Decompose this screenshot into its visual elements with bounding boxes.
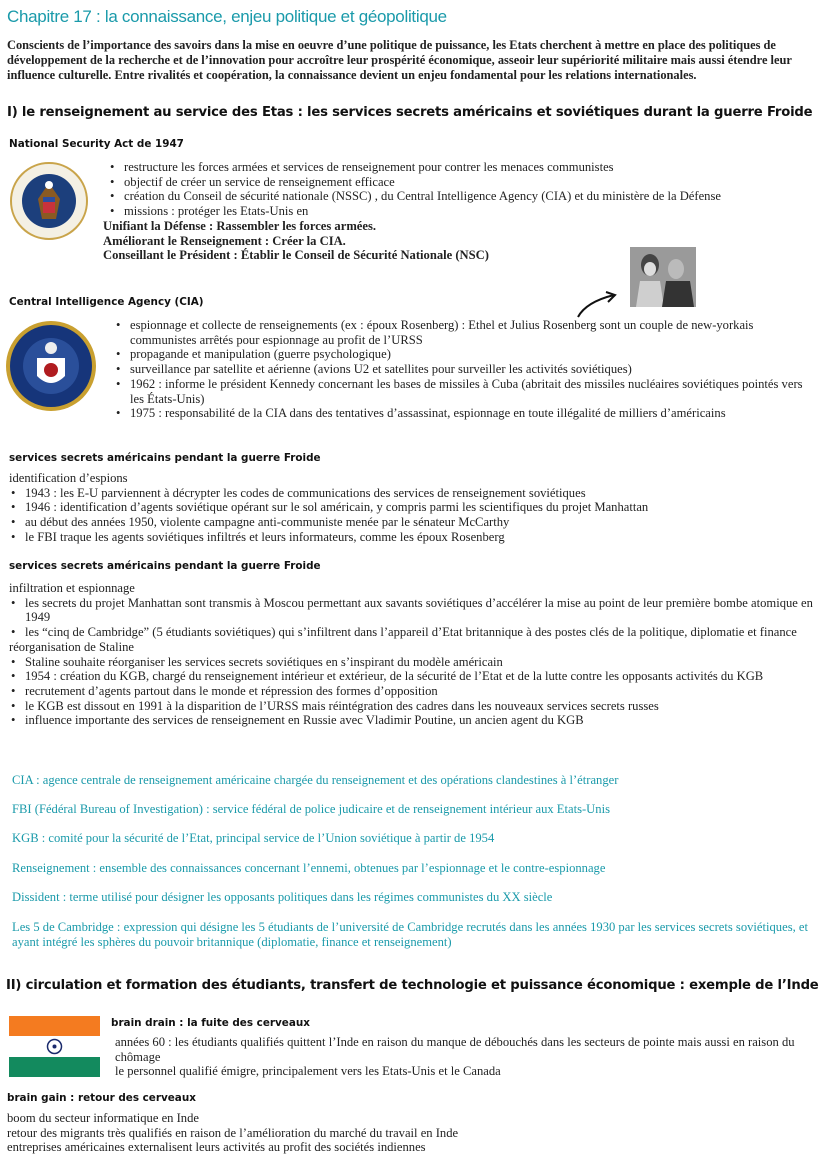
section-2-heading: II) circulation et formation des étudiants, transfert de technologie et puissance économique : exemple de l’Inde bbox=[6, 978, 819, 993]
subheading: réorganisation de Staline bbox=[9, 639, 134, 654]
list-item: • les “cinq de Cambridge” (5 étudiants soviétiques) qui s’infiltrent dans l’appareil d’Etat britannique à des postes clés de la politique, diplomatie et finance bbox=[9, 625, 819, 640]
cia-seal-logo bbox=[4, 320, 98, 412]
text-line: entreprises américaines externalisent leurs activités au profit des sociétés indiennes bbox=[7, 1140, 426, 1155]
list-item: • 1943 : les E-U parviennent à décrypter les codes de communications des services de renseignement soviétiques bbox=[9, 486, 819, 501]
text-line: années 60 : les étudiants qualifiés quittent l’Inde en raison du manque de débouchés dans les secteurs de pointe mais aussi en raison du chômage bbox=[115, 1035, 795, 1064]
list-item: • espionnage et collecte de renseignements (ex : époux Rosenberg) : Ethel et Julius Rosenberg sont un couple de new-yorkais communistes arrêtés pour espionnage au profit de l’URSS bbox=[114, 318, 814, 347]
list-item: • recrutement d’agents partout dans le monde et répression des formes d’opposition bbox=[9, 684, 819, 699]
nsa-heading: National Security Act de 1947 bbox=[9, 138, 184, 150]
soviet-services-block bbox=[9, 581, 819, 728]
cia-bullets bbox=[114, 318, 814, 421]
subheading: identification d’espions bbox=[9, 471, 128, 485]
brain-drain-heading: brain drain : la fuite des cerveaux bbox=[111, 1017, 310, 1029]
list-item: • influence importante des services de renseignement en Russie avec Vladimir Poutine, un ancien agent du KGB bbox=[9, 713, 819, 728]
brain-gain-block bbox=[7, 1111, 817, 1155]
list-item: • surveillance par satellite et aérienne (avions U2 et satellites pour surveiller les activités soviétiques) bbox=[114, 362, 814, 377]
definition-dissident: Dissident : terme utilisé pour désigner les opposants politiques dans les régimes communistes du XX siècle bbox=[12, 890, 553, 904]
brain-drain-block bbox=[115, 1035, 820, 1079]
list-item: • propagande et manipulation (guerre psychologique) bbox=[114, 347, 814, 362]
soviet-services-heading: services secrets américains pendant la guerre Froide bbox=[9, 560, 321, 572]
list-item: • Staline souhaite réorganiser les services secrets soviétiques en s’inspirant du modèle américain bbox=[9, 655, 819, 670]
brain-gain-heading: brain gain : retour des cerveaux bbox=[7, 1092, 196, 1104]
india-flag bbox=[9, 1016, 100, 1077]
definition-kgb: KGB : comité pour la sécurité de l’Etat, principal service de l’Union soviétique à partir de 1954 bbox=[12, 831, 495, 845]
list-item: • restructure les forces armées et services de renseignement pour contrer les menaces communistes bbox=[108, 160, 808, 175]
cia-heading: Central Intelligence Agency (CIA) bbox=[9, 296, 204, 308]
us-services-block bbox=[9, 471, 819, 545]
list-item: • création du Conseil de sécurité nationale (NSSC) , du Central Intelligence Agency (CIA) et du ministère de la Défense bbox=[108, 189, 808, 204]
nsa-seal-logo bbox=[10, 161, 88, 241]
list-item: • 1946 : identification d’agents soviétique opérant sur le sol américain, y compris parmi les scientifiques du projet Manhattan bbox=[9, 500, 819, 515]
mission-line: Unifiant la Défense : Rassembler les forces armées. bbox=[103, 219, 377, 233]
us-services-heading: services secrets américains pendant la guerre Froide bbox=[9, 452, 321, 464]
rosenberg-photo bbox=[630, 247, 696, 307]
list-item: • missions : protéger les Etats-Unis en bbox=[108, 204, 808, 219]
list-item: • au début des années 1950, violente campagne anti-communiste menée par le sénateur McCarthy bbox=[9, 515, 819, 530]
definition-cambridge: Les 5 de Cambridge : expression qui désigne les 5 étudiants de l’université de Cambridge recrutés dans les années 1930 par les services secrets soviétiques, et ayant intégré les sphères du pouvoir britannique (diplomatie, finance et renseignement) bbox=[12, 920, 808, 949]
mission-line: Améliorant le Renseignement : Créer la CIA. bbox=[103, 233, 346, 248]
page-title: Chapitre 17 : la connaissance, enjeu politique et géopolitique bbox=[7, 7, 447, 26]
list-item: • les secrets du projet Manhattan sont transmis à Moscou permettant aux savants soviétiques d’accélérer la mise au point de leur première bombe atomique en 1949 bbox=[9, 596, 819, 625]
list-item: • objectif de créer un service de renseignement efficace bbox=[108, 175, 808, 190]
definition-fbi: FBI (Fédéral Bureau of Investigation) : service fédéral de police judicaire et de renseignement intérieur aux Etats-Unis bbox=[12, 802, 610, 816]
us-services-bullets bbox=[9, 486, 819, 545]
list-item: • 1954 : création du KGB, chargé du renseignement intérieur et extérieur, de la sécurité de l’Etat et de la lutte contre les opposants activités du KGB bbox=[9, 669, 819, 684]
definition-cia: CIA : agence centrale de renseignement américaine chargée du renseignement et des opérations clandestines à l’étranger bbox=[12, 773, 619, 787]
arrow-icon bbox=[574, 290, 620, 320]
subheading: infiltration et espionnage bbox=[9, 581, 135, 595]
staline-bullets bbox=[9, 655, 819, 729]
infiltration-bullets bbox=[9, 596, 819, 640]
definition-renseignement: Renseignement : ensemble des connaissances concernant l’ennemi, obtenues par l’espionnage et le contre-espionnage bbox=[12, 861, 606, 875]
list-item: • 1975 : responsabilité de la CIA dans des tentatives d’assassinat, espionnage en toute illégalité de milliers d’américains bbox=[114, 406, 814, 421]
list-item: • le FBI traque les agents soviétiques infiltrés et leurs informateurs, comme les époux Rosenberg bbox=[9, 530, 819, 545]
nsa-bullets bbox=[108, 160, 808, 219]
list-item: • le KGB est dissout en 1991 à la disparition de l’URSS mais réintégration des cadres dans les nouveaux services secrets russes bbox=[9, 699, 819, 714]
section-1-heading: I) le renseignement au service des Etas : les services secrets américains et soviétiques durant la guerre Froide bbox=[7, 105, 813, 120]
mission-line: Conseillant le Président : Établir le Conseil de Sécurité Nationale (NSC) bbox=[103, 248, 489, 263]
text-line: retour des migrants très qualifiés en raison de l’amélioration du marché du travail en Inde bbox=[7, 1125, 459, 1140]
text-line: le personnel qualifié émigre, principalement vers les Etats-Unis et le Canada bbox=[115, 1064, 501, 1079]
nsa-missions bbox=[103, 219, 489, 263]
text-line: boom du secteur informatique en Inde bbox=[7, 1111, 199, 1125]
list-item: • 1962 : informe le président Kennedy concernant les bases de missiles à Cuba (abritait des missiles nucléaires soviétiques pointés vers les États-Unis) bbox=[114, 377, 814, 406]
intro-paragraph: Conscients de l’importance des savoirs dans la mise en oeuvre d’une politique de puissance, les Etats cherchent à mettre en place des politiques de développement de la recherche et de l’innovation pour accroître leur prospérité économique, asseoir leur supériorité militaire mais aussi étendre leur influence culturelle. Entre rivalités et coopération, la connaissance devient un enjeu fondamental pour les relations internationales. bbox=[7, 38, 792, 82]
